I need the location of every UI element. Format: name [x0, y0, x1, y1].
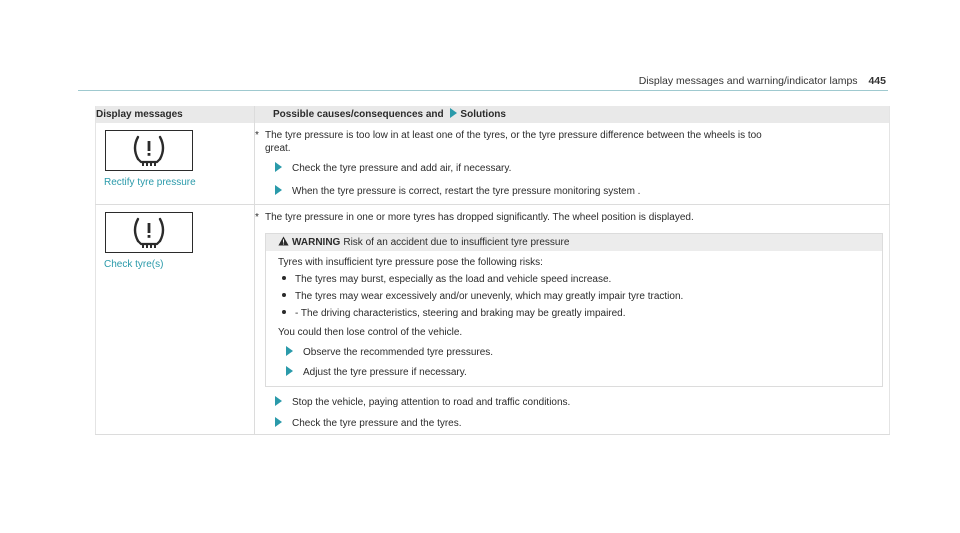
bullet-icon	[282, 293, 286, 297]
bullet-icon	[282, 310, 286, 314]
col-header-causes: Possible causes/consequences and	[273, 109, 444, 120]
cause-line: The tyre pressure in one or more tyres has dropped significantly. The wheel position is displayed.	[265, 212, 694, 223]
solution-text: Observe the recommended tyre pressures.	[303, 347, 494, 358]
asterisk-icon: *	[255, 212, 259, 223]
table-header-row	[96, 106, 890, 123]
solution-item	[255, 185, 889, 198]
cause-text	[255, 211, 889, 224]
tyre-pressure-warning-icon	[105, 130, 193, 171]
solution-text: When the tyre pressure is correct, restart the tyre pressure monitoring system .	[292, 186, 641, 197]
list-item-text: The tyres may wear excessively and/or unevenly, which may greatly impair tyre traction.	[295, 291, 684, 302]
list-item-text: - The driving characteristics, steering and braking may be greatly impaired.	[295, 308, 626, 319]
solution-item	[255, 396, 889, 409]
asterisk-icon: *	[255, 130, 259, 141]
causes-solutions-cell	[255, 123, 890, 205]
solution-item	[278, 346, 872, 359]
bullet-icon	[282, 276, 286, 280]
warning-label: WARNING	[292, 237, 341, 248]
solution-item	[278, 366, 872, 379]
section-title: Display messages and warning/indicator lamps	[638, 75, 858, 87]
solution-text: Stop the vehicle, paying attention to road and traffic conditions.	[292, 397, 571, 408]
tyre-pressure-warning-icon	[105, 212, 193, 253]
solution-text: Adjust the tyre pressure if necessary.	[303, 367, 467, 378]
page-number: 445	[868, 75, 886, 87]
header-rule	[78, 90, 888, 91]
arrow-icon	[286, 366, 293, 376]
table-row	[96, 205, 890, 435]
warning-triangle-icon	[278, 235, 289, 252]
cause-text	[255, 129, 889, 155]
arrow-icon	[286, 346, 293, 356]
warning-intro: Tyres with insufficient tyre pressure pose the following risks:	[278, 257, 543, 268]
solution-text: Check the tyre pressure and add air, if necessary.	[292, 163, 512, 174]
solution-text: Check the tyre pressure and the tyres.	[292, 418, 462, 429]
cause-line: great.	[265, 143, 291, 154]
list-item	[278, 290, 872, 303]
col-header-display-messages: Display messages	[96, 106, 255, 123]
warning-title: Risk of an accident due to insufficient tyre pressure	[343, 237, 570, 248]
running-head	[639, 75, 886, 87]
arrow-icon	[275, 162, 282, 172]
arrow-icon	[275, 396, 282, 406]
warning-body	[266, 251, 882, 386]
col-header-causes-solutions	[255, 106, 890, 123]
message-text: Rectify tyre pressure	[104, 177, 196, 188]
table-row	[96, 123, 890, 205]
warning-consequence: You could then lose control of the vehicle.	[278, 327, 463, 338]
warning-header	[266, 234, 882, 251]
list-item	[278, 273, 872, 286]
causes-solutions-cell	[255, 205, 890, 435]
message-cell	[96, 205, 255, 435]
display-messages-table	[95, 106, 890, 435]
cause-line: The tyre pressure is too low in at least one of the tyres, or the tyre pressure difference between the wheels is too	[265, 130, 762, 141]
col-header-solutions: Solutions	[460, 109, 506, 120]
solution-item	[255, 417, 889, 430]
warning-box	[265, 233, 883, 387]
solution-item	[255, 162, 889, 175]
arrow-icon	[275, 417, 282, 427]
message-text: Check tyre(s)	[104, 259, 164, 270]
list-item	[278, 307, 872, 320]
arrow-icon	[275, 185, 282, 195]
list-item-text: The tyres may burst, especially as the load and vehicle speed increase.	[295, 274, 612, 285]
arrow-icon	[450, 108, 457, 118]
message-cell	[96, 123, 255, 205]
